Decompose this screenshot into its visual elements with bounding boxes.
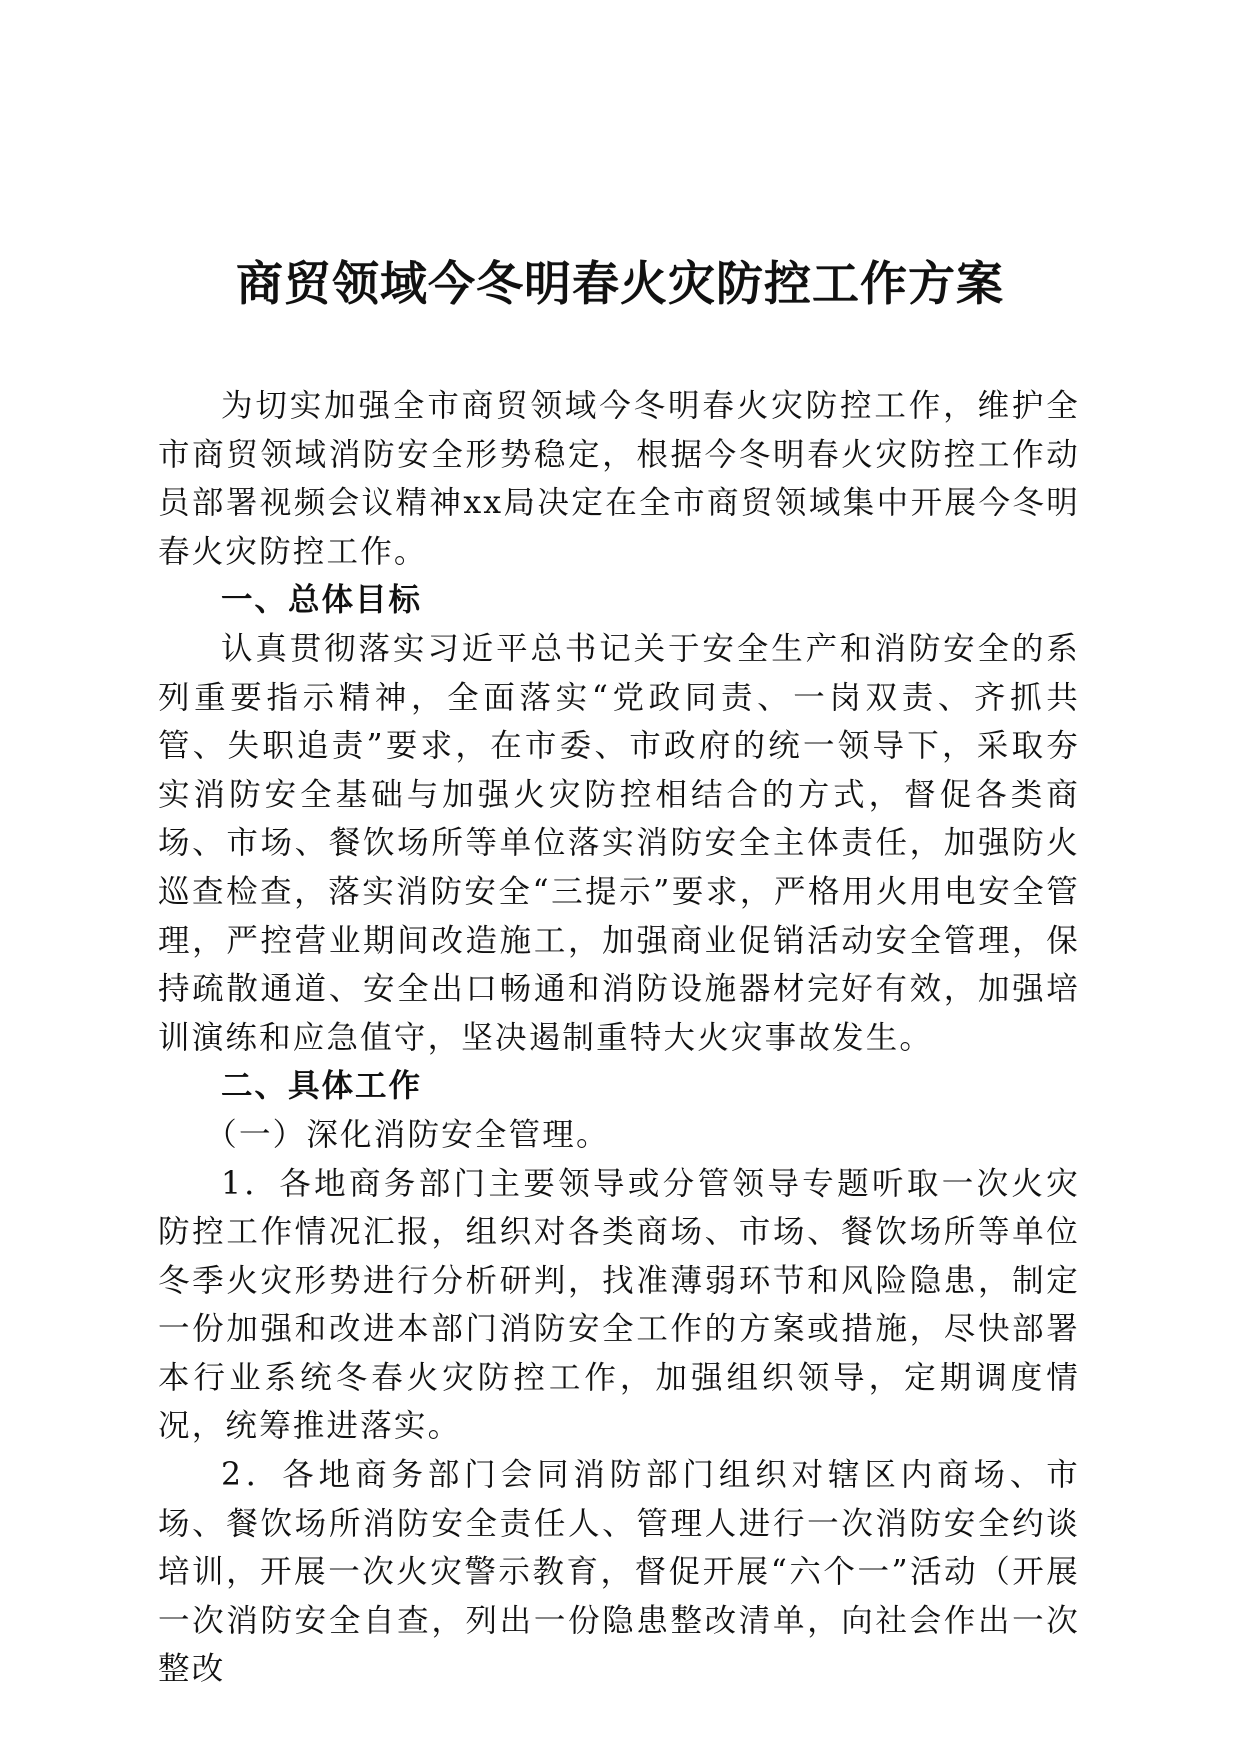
section-heading-overall-goal: 一、总体目标: [221, 582, 423, 619]
item-1-paragraph: 1．各地商务部门主要领导或分管领导专题听取一次火灾防控工作情况汇报，组织对各类商场、市场、餐饮场所等单位冬季火灾形势进行分析研判，找准薄弱环节和风险隐患，制定一份加强和改进本部门消防安全工作的方案或措施，尽快部署本行业系统冬春火灾防控工作，加强组织领导，定期调度情况，统筹推进落实。: [158, 1165, 1080, 1445]
subsection-heading-fire-safety-management: （一）深化消防安全管理。: [205, 1116, 610, 1153]
document-body: [158, 382, 1080, 1694]
document-title: 商贸领域今冬明春火灾防控工作方案: [236, 257, 1004, 312]
item-2-paragraph: 2．各地商务部门会同消防部门组织对辖区内商场、市场、餐饮场所消防安全责任人、管理人进行一次消防安全约谈培训，开展一次火灾警示教育，督促开展“六个一”活动（开展一次消防安全自查，列出一份隐患整改清单，向社会作出一次整改: [158, 1457, 1080, 1688]
intro-paragraph: 为切实加强全市商贸领域今冬明春火灾防控工作，维护全市商贸领域消防安全形势稳定，根据今冬明春火灾防控工作动员部署视频会议精神xx局决定在全市商贸领域集中开展今冬明春火灾防控工作。: [158, 388, 1080, 570]
overall-goal-paragraph: 认真贯彻落实习近平总书记关于安全生产和消防安全的系列重要指示精神，全面落实“党政同责、一岗双责、齐抓共管、失职追责”要求，在市委、市政府的统一领导下，采取夯实消防安全基础与加强火灾防控相结合的方式，督促各类商场、市场、餐饮场所等单位落实消防安全主体责任，加强防火巡查检查，落实消防安全“三提示”要求，严格用火用电安全管理，严控营业期间改造施工，加强商业促销活动安全管理，保持疏散通道、安全出口畅通和消防设施器材完好有效，加强培训演练和应急值守，坚决遏制重特大火灾事故发生。: [158, 630, 1080, 1056]
section-heading-specific-work: 二、具体工作: [221, 1068, 423, 1105]
